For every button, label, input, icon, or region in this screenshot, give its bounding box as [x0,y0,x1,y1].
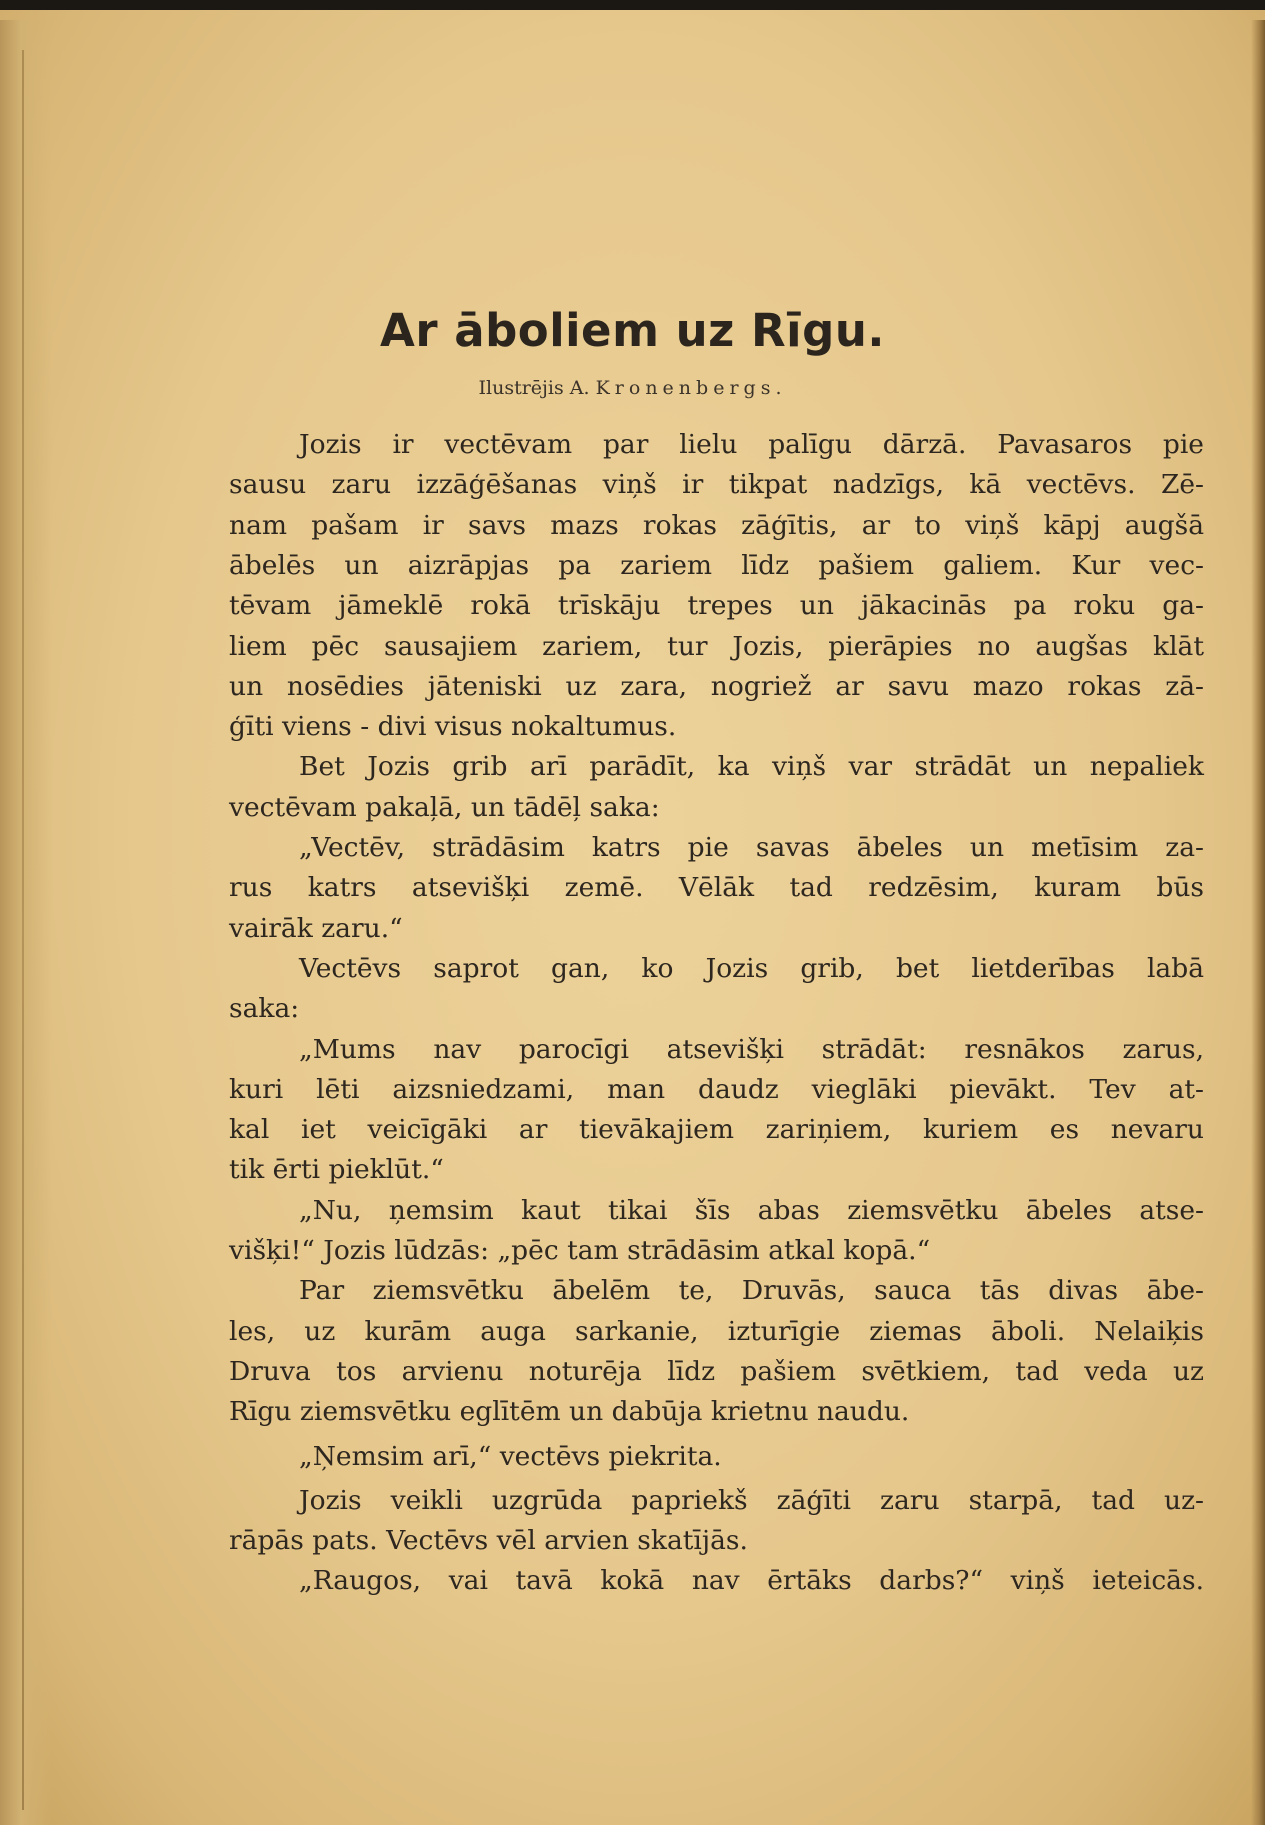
text-line: nam pašam ir savs mazs rokas zāģītis, ar to viņš kāpj augšā [229,509,1204,541]
text-line: ģīti viens - divi visus nokaltumus. [229,711,677,743]
text-line: Jozis veikli uzgrūda papriekš zāģīti zaru starpā, tad uz- [299,1484,1204,1516]
text-line: rāpās pats. Vectēvs vēl arvien skatījās. [229,1525,748,1557]
text-line: Vectēvs saprot gan, ko Jozis grib, bet lietderības labā [299,952,1204,984]
text-line: tēvam jāmeklē rokā trīskāju trepes un jākacinās pa roku ga- [229,590,1204,622]
text-line: vectēvam pakaļā, un tādēļ saka: [229,791,660,823]
text-line: „Mums nav parocīgi atsevišķi strādāt: resnākos zarus, [299,1033,1204,1065]
text-line: „Ņemsim arī,“ vectēvs piekrita. [299,1440,722,1472]
text-line: liem pēc sausajiem zariem, tur Jozis, pierāpies no augšas klāt [229,630,1204,662]
text-line: kuri lēti aizsniedzami, man daudz vieglāki pievākt. Tev at- [229,1073,1204,1105]
text-line: kal iet veicīgāki ar tievākajiem zariņiem, kuriem es nevaru [229,1114,1204,1146]
text-line: saka: [229,993,300,1025]
illustrator-prefix: Ilustrējis A. [478,377,590,399]
text-line: les, uz kurām auga sarkanie, izturīgie ziemas āboli. Nelaiķis [229,1315,1204,1347]
text-line: un nosēdies jāteniski uz zara, nogriež ar savu mazo rokas zā- [229,670,1204,702]
illustrator-credit [0,377,1265,399]
text-line: Jozis ir vectēvam par lielu palīgu dārzā. Pavasaros pie [299,429,1204,460]
text-line: „Raugos, vai tavā kokā nav ērtāks darbs?“ viņš ieteicās. [299,1565,1204,1597]
text-line: ābelēs un aizrāpjas pa zariem līdz pašiem galiem. Kur vec- [229,549,1204,581]
text-line: Druva tos arvienu noturēja līdz pašiem svētkiem, tad veda uz [229,1355,1204,1387]
page-spine-shadow [0,20,52,1825]
illustrator-name: Kronenbergs. [595,377,787,399]
story-title: Ar āboliem uz Rīgu. [380,304,885,357]
text-line: višķi!“ Jozis lūdzās: „pēc tam strādāsim atkal kopā.“ [229,1235,931,1266]
book-page [0,10,1265,1825]
text-line: vairāk zaru.“ [229,912,403,944]
text-line: Par ziemsvētku ābelēm te, Druvās, sauca tās divas ābe- [299,1275,1204,1307]
text-line: Bet Jozis grib arī parādīt, ka viņš var strādāt un nepaliek [299,751,1204,783]
scan-top-border [0,0,1265,10]
text-line: rus katrs atsevišķi zemē. Vēlāk tad redzēsim, kuram būs [229,872,1204,904]
text-line: sausu zaru izzāģēšanas viņš ir tikpat nadzīgs, kā vectēvs. Zē- [229,469,1204,501]
text-line: „Vectēv, strādāsim katrs pie savas ābeles un metīsim za- [299,832,1204,863]
text-line: „Nu, ņemsim kaut tikai šīs abas ziemsvētku ābeles atse- [299,1194,1204,1226]
text-line: Rīgu ziemsvētku eglītēm un dabūja krietnu naudu. [229,1396,910,1428]
page-edge-shadow [1251,20,1265,1825]
text-line: tik ērti pieklūt.“ [229,1154,444,1186]
